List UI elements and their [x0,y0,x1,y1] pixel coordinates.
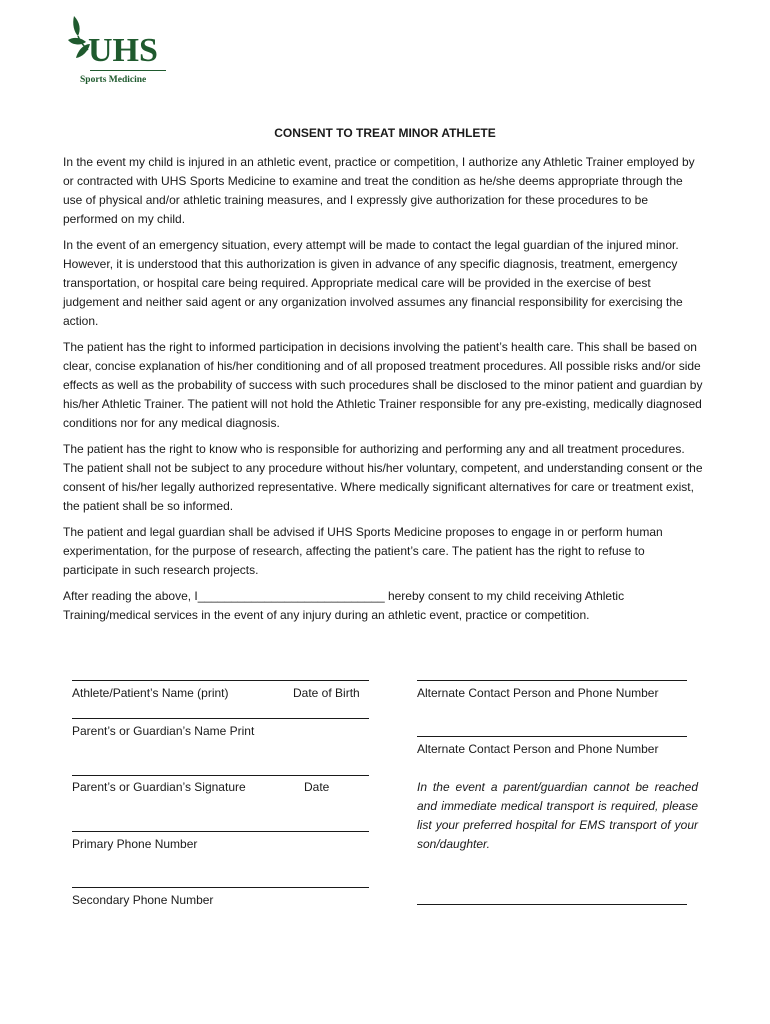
logo-subtitle: Sports Medicine [80,75,147,85]
guardian-name-label: Parent’s or Guardian’s Name Print [72,724,255,738]
date-label: Date [304,780,330,794]
preferred-hospital-line[interactable] [417,904,687,905]
secondary-phone-label: Secondary Phone Number [72,893,214,907]
hospital-note: In the event a parent/guardian cannot be reached and immediate medical transport is required, please list your preferred hospital for EMS transport of your son/daughter. [417,780,698,851]
athlete-name-label: Athlete/Patient’s Name (print) [72,686,229,700]
primary-phone-line[interactable] [72,831,369,832]
paragraph-right-to-know: The patient has the right to know who is responsible for authorizing and performing any and all treatment procedures. The patient shall not be subject to any procedure without his/her voluntary, competent, and understanding consent or the consent of his/her legally authorized representative. Where medically significant alternatives for care or treatment exist, the patient shall be so informed. [63,442,703,513]
athlete-name-line[interactable] [72,680,369,681]
paragraph-emergency: In the event of an emergency situation, every attempt will be made to contact the legal guardian of the injured minor. However, it is understood that this authorization is given in advance of any specific diagnosis, treatment, emergency transportation, or hospital care being required. Appropriate medical care will be provided in the exercise of best judgement and neither said agent or any organization involved assumes any financial responsibility for exercising the action. [63,238,683,328]
document-body [63,153,703,632]
alt-contact-1-label: Alternate Contact Person and Phone Number [417,686,659,700]
logo-brand: UHS [88,32,158,69]
document-title: CONSENT TO TREAT MINOR ATHLETE [274,126,496,140]
guardian-signature-line[interactable] [72,775,369,776]
alt-contact-2-line[interactable] [417,736,687,737]
paragraph-research: The patient and legal guardian shall be advised if UHS Sports Medicine proposes to engage in or perform human experimentation, for the purpose of research, affecting the patient’s care. The patient has the right to refuse to participate in such research projects. [63,525,663,577]
alt-contact-1-line[interactable] [417,680,687,681]
secondary-phone-line[interactable] [72,887,369,888]
guardian-signature-label: Parent’s or Guardian’s Signature [72,780,246,794]
paragraph-authorization: In the event my child is injured in an athletic event, practice or competition, I authorize any Athletic Trainer employed by or contracted with UHS Sports Medicine to examine and treat the condition as he/she deems appropriate through the use of physical and/or athletic training measures, and I expressly give authorization for these procedures to be performed on my child. [63,155,695,226]
logo-divider [90,70,166,71]
paragraph-informed-participation: The patient has the right to informed participation in decisions involving the patient’s health care. This shall be based on clear, concise explanation of his/her conditioning and of all proposed treatment procedures. All possible risks and/or side effects as well as the probability of success with such procedures shall be disclosed to the minor patient and guardian by his/her Athletic Trainer. The patient will not hold the Athletic Trainer responsible for any pre-existing, medically diagnosed conditions nor for any medical diagnosis. [63,340,703,430]
paragraph-consent: After reading the above, I____________________________ hereby consent to my child receiving Athletic Training/medical services in the event of any injury during an athletic event, practice or competition. [63,589,625,622]
primary-phone-label: Primary Phone Number [72,837,198,851]
guardian-name-line[interactable] [72,718,369,719]
uhs-logo [66,14,176,90]
alt-contact-2-label: Alternate Contact Person and Phone Number [417,742,659,756]
date-of-birth-label: Date of Birth [293,686,360,700]
